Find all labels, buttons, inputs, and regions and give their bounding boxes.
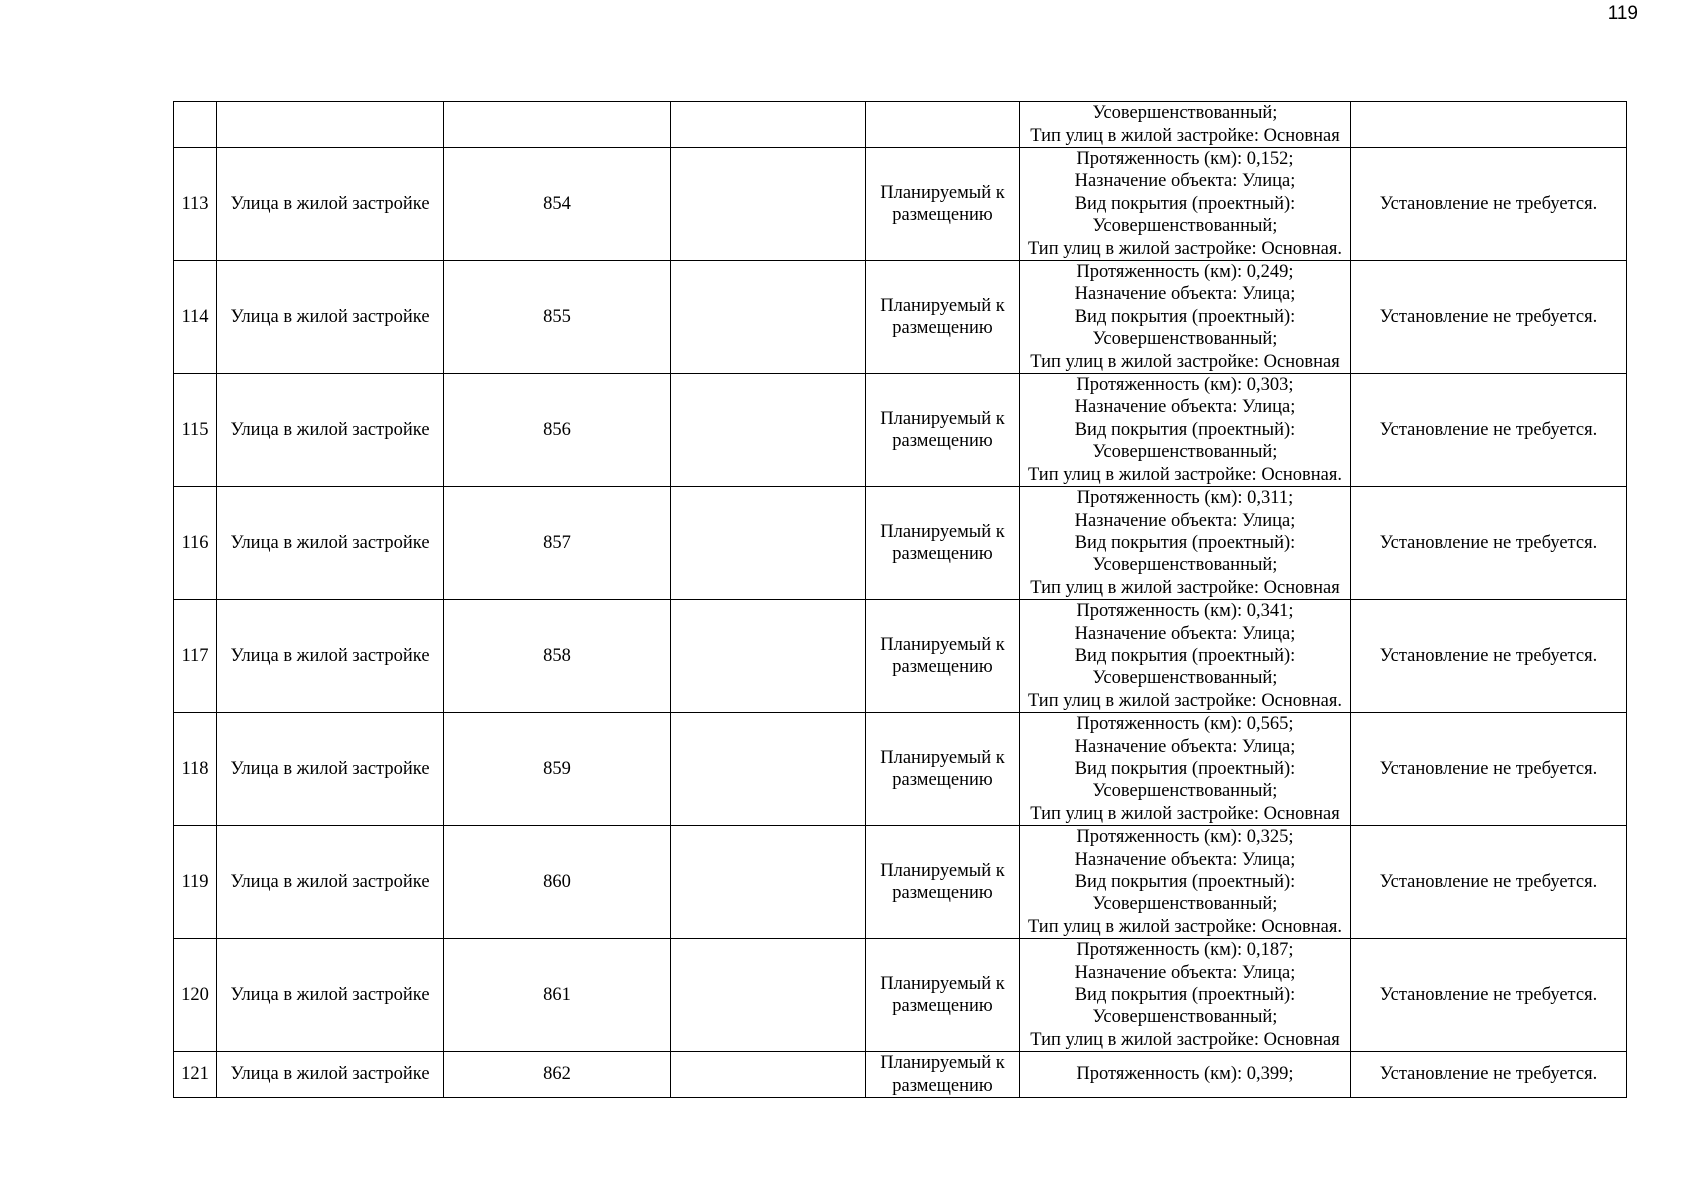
cell-zone: Установление не требуется. xyxy=(1351,600,1627,713)
cell-status: Планируемый к размещению xyxy=(866,1052,1020,1098)
cell-description: Протяженность (км): 0,311; Назначение объекта: Улица; Вид покрытия (проектный): Усовершенствованный; Тип улиц в жилой застройке: Основная xyxy=(1020,487,1351,600)
table-row xyxy=(174,374,1627,487)
cell-number: 121 xyxy=(174,1052,217,1098)
cell-col4 xyxy=(671,487,866,600)
cell-status: Планируемый к размещению xyxy=(866,487,1020,600)
cell-name: Улица в жилой застройке xyxy=(217,261,444,374)
cell-zone xyxy=(1351,102,1627,148)
cell-code: 861 xyxy=(444,939,671,1052)
cell-number: 118 xyxy=(174,713,217,826)
table-row xyxy=(174,487,1627,600)
cell-code: 860 xyxy=(444,826,671,939)
cell-description: Протяженность (км): 0,187; Назначение объекта: Улица; Вид покрытия (проектный): Усовершенствованный; Тип улиц в жилой застройке: Основная xyxy=(1020,939,1351,1052)
cell-col4 xyxy=(671,374,866,487)
cell-status: Планируемый к размещению xyxy=(866,826,1020,939)
cell-zone: Установление не требуется. xyxy=(1351,487,1627,600)
cell-code: 862 xyxy=(444,1052,671,1098)
cell-col4 xyxy=(671,826,866,939)
cell-status: Планируемый к размещению xyxy=(866,374,1020,487)
cell-code: 855 xyxy=(444,261,671,374)
cell-name: Улица в жилой застройке xyxy=(217,713,444,826)
table-row xyxy=(174,261,1627,374)
cell-number: 116 xyxy=(174,487,217,600)
cell-number: 113 xyxy=(174,148,217,261)
table-row xyxy=(174,148,1627,261)
cell-name: Улица в жилой застройке xyxy=(217,374,444,487)
cell-status: Планируемый к размещению xyxy=(866,600,1020,713)
cell-col4 xyxy=(671,148,866,261)
cell-code: 859 xyxy=(444,713,671,826)
cell-name: Улица в жилой застройке xyxy=(217,600,444,713)
cell-description: Протяженность (км): 0,303; Назначение объекта: Улица; Вид покрытия (проектный): Усовершенствованный; Тип улиц в жилой застройке: Основная. xyxy=(1020,374,1351,487)
cell-name: Улица в жилой застройке xyxy=(217,148,444,261)
cell-description: Протяженность (км): 0,325; Назначение объекта: Улица; Вид покрытия (проектный): Усовершенствованный; Тип улиц в жилой застройке: Основная. xyxy=(1020,826,1351,939)
cell-zone: Установление не требуется. xyxy=(1351,826,1627,939)
cell-col4 xyxy=(671,713,866,826)
cell-zone: Установление не требуется. xyxy=(1351,713,1627,826)
cell-number: 115 xyxy=(174,374,217,487)
cell-number: 117 xyxy=(174,600,217,713)
cell-name: Улица в жилой застройке xyxy=(217,487,444,600)
cell-number: 120 xyxy=(174,939,217,1052)
table-row-continued xyxy=(174,102,1627,148)
cell-status xyxy=(866,102,1020,148)
table-row xyxy=(174,826,1627,939)
cell-zone: Установление не требуется. xyxy=(1351,374,1627,487)
cell-code: 857 xyxy=(444,487,671,600)
cell-zone: Установление не требуется. xyxy=(1351,148,1627,261)
cell-zone: Установление не требуется. xyxy=(1351,939,1627,1052)
cell-number: 119 xyxy=(174,826,217,939)
page-number: 119 xyxy=(1607,3,1638,24)
cell-code: 854 xyxy=(444,148,671,261)
cell-col4 xyxy=(671,261,866,374)
cell-code: 856 xyxy=(444,374,671,487)
cell-status: Планируемый к размещению xyxy=(866,713,1020,826)
table-row xyxy=(174,939,1627,1052)
cell-zone: Установление не требуется. xyxy=(1351,1052,1627,1098)
cell-col4 xyxy=(671,600,866,713)
cell-description: Усовершенствованный; Тип улиц в жилой застройке: Основная xyxy=(1020,102,1351,148)
cell-status: Планируемый к размещению xyxy=(866,261,1020,374)
cell-code: 858 xyxy=(444,600,671,713)
cell-number: 114 xyxy=(174,261,217,374)
cell-col4 xyxy=(671,939,866,1052)
cell-description: Протяженность (км): 0,565; Назначение объекта: Улица; Вид покрытия (проектный): Усовершенствованный; Тип улиц в жилой застройке: Основная xyxy=(1020,713,1351,826)
cell-name xyxy=(217,102,444,148)
cell-status: Планируемый к размещению xyxy=(866,148,1020,261)
table-row xyxy=(174,600,1627,713)
objects-table xyxy=(173,101,1627,1098)
cell-code xyxy=(444,102,671,148)
cell-zone: Установление не требуется. xyxy=(1351,261,1627,374)
cell-number xyxy=(174,102,217,148)
cell-name: Улица в жилой застройке xyxy=(217,1052,444,1098)
cell-description: Протяженность (км): 0,341; Назначение объекта: Улица; Вид покрытия (проектный): Усовершенствованный; Тип улиц в жилой застройке: Основная. xyxy=(1020,600,1351,713)
cell-col4 xyxy=(671,102,866,148)
cell-description: Протяженность (км): 0,152; Назначение объекта: Улица; Вид покрытия (проектный): Усовершенствованный; Тип улиц в жилой застройке: Основная. xyxy=(1020,148,1351,261)
cell-col4 xyxy=(671,1052,866,1098)
table-row xyxy=(174,1052,1627,1098)
cell-description: Протяженность (км): 0,399; xyxy=(1020,1052,1351,1098)
cell-name: Улица в жилой застройке xyxy=(217,939,444,1052)
cell-status: Планируемый к размещению xyxy=(866,939,1020,1052)
table-row xyxy=(174,713,1627,826)
cell-description: Протяженность (км): 0,249; Назначение объекта: Улица; Вид покрытия (проектный): Усовершенствованный; Тип улиц в жилой застройке: Основная xyxy=(1020,261,1351,374)
cell-name: Улица в жилой застройке xyxy=(217,826,444,939)
